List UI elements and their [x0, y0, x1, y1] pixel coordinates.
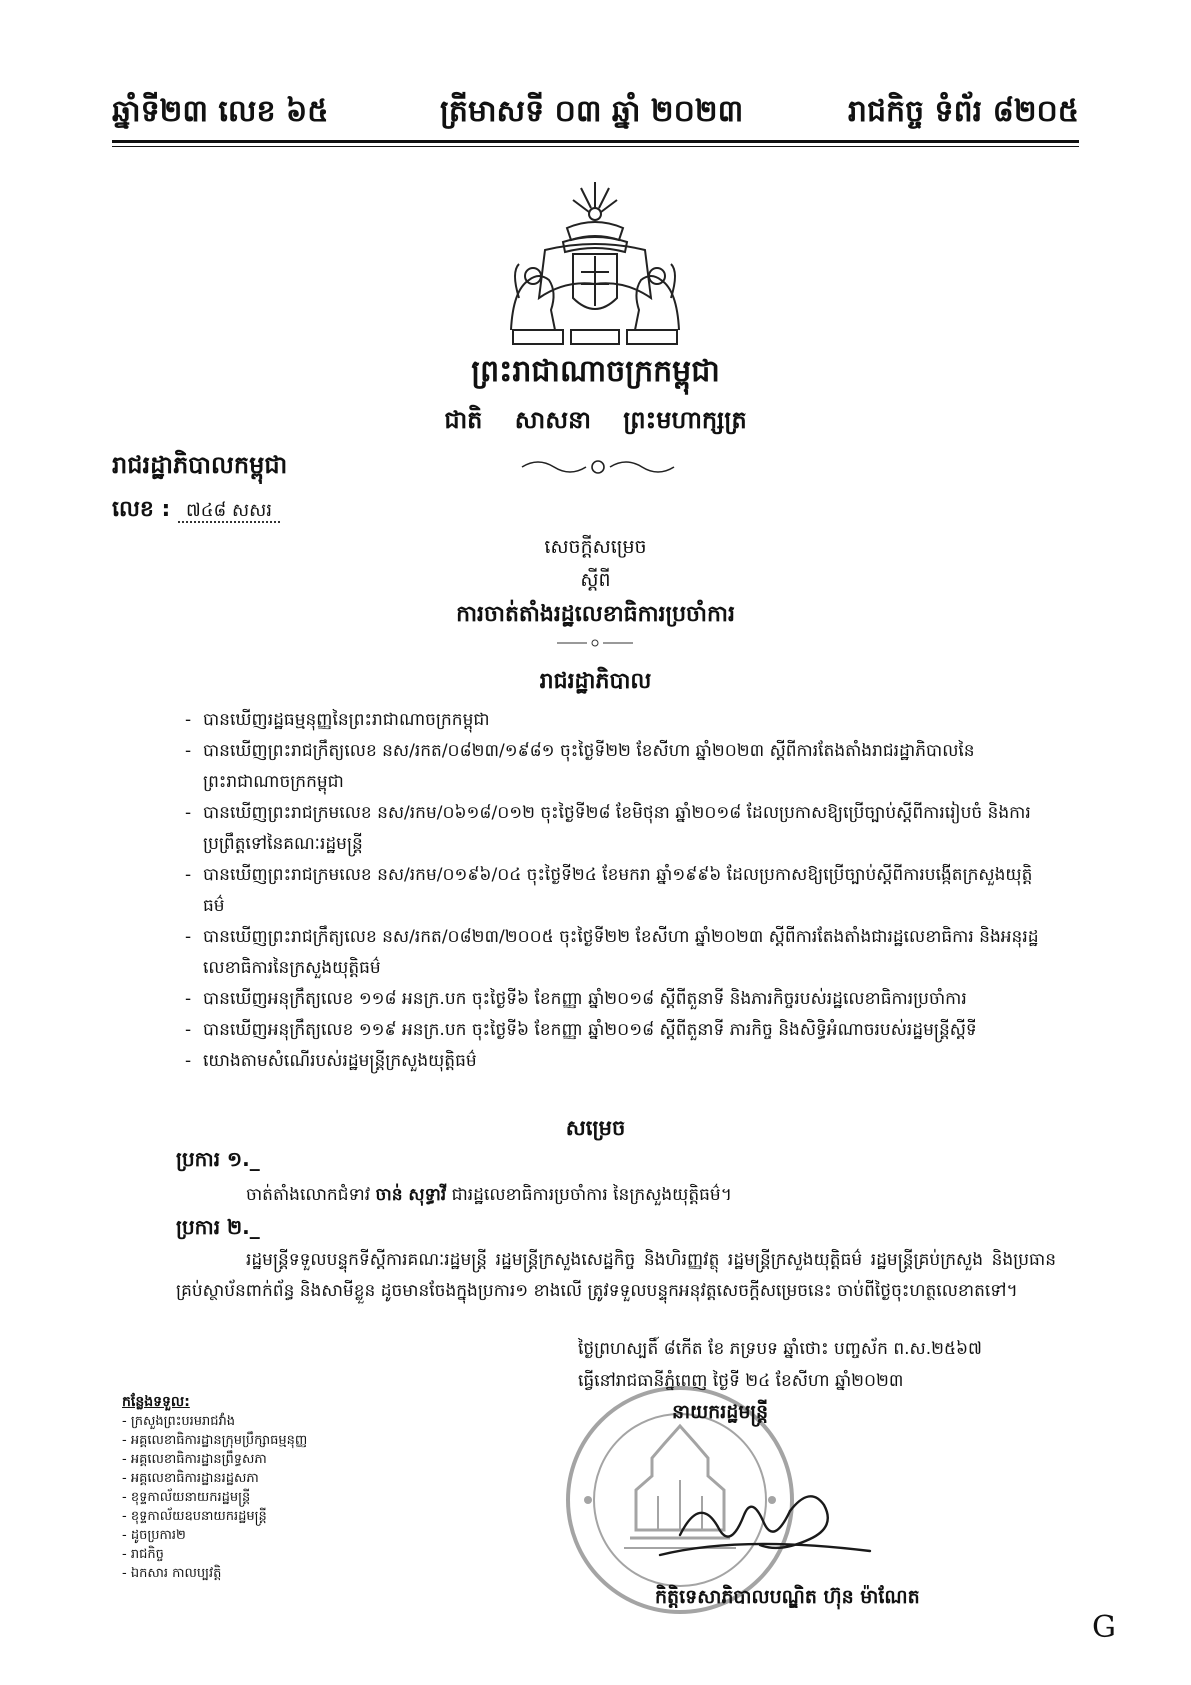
header-rule-thick — [112, 140, 1079, 143]
consideration-item: - បានឃើញព្រះរាជក្រមលេខ នស/រកម/០១៩៦/០៤ ចុះថ្ងៃទី២៤ ខែមករា ឆ្នាំ១៩៩៦ ដែលប្រកាសឱ្យប្រើច្បាប់ស្ដីពីការបង្កើតក្រសួងយុត្តិធម៌ — [185, 860, 1045, 922]
government-heading: រាជរដ្ឋាភិបាល — [539, 669, 652, 694]
recipients-list — [122, 1412, 307, 1583]
recipients-title: កន្លែងទទួល: — [122, 1394, 190, 1410]
recipient-item: - ខុទ្ទកាល័យនាយករដ្ឋមន្ត្រី — [122, 1488, 307, 1507]
article-1-text-before: ចាត់តាំងលោកជំទាវ — [246, 1185, 376, 1205]
small-divider-icon — [555, 638, 635, 648]
document-number-row — [112, 495, 280, 527]
consideration-item: - យោងតាមសំណើរបស់រដ្ឋមន្ត្រីក្រសួងយុត្តិធម៌ — [185, 1046, 1045, 1077]
national-motto: ជាតិ សាសនា ព្រះមហាក្សត្រ — [444, 406, 747, 434]
recipient-item: - ដូចប្រការ២ — [122, 1526, 307, 1545]
article-1-text — [176, 1180, 1056, 1211]
article-2-text: រដ្ឋមន្ត្រីទទួលបន្ទុកទីស្ដីការគណៈរដ្ឋមន្ត្រី រដ្ឋមន្ត្រីក្រសួងសេដ្ឋកិច្ច និងហិរញ្ញវត្ថុ រដ្ឋមន្ត្រីក្រសួងយុត្តិធម៌ រដ្ឋមន្ត្រីគ្រប់ក្រសួង និងប្រធានគ្រប់ស្ថាប័នពាក់ព័ន្ធ និងសាមីខ្លួន ដូចមានចែងក្នុងប្រការ១ ខាងលើ ត្រូវទទួលបន្ទុកអនុវត្តសេចក្ដីសម្រេចនេះ ចាប់ពីថ្ងៃចុះហត្ថលេខាតទៅ។ — [176, 1250, 1056, 1301]
consideration-item: - បានឃើញព្រះរាជក្រឹត្យលេខ នស/រកត/០៨២៣/២០០៥ ចុះថ្ងៃទី២២ ខែសីហា ឆ្នាំ២០២៣ ស្ដីពីការតែងតាំងជារដ្ឋលេខាធិការ និងអនុរដ្ឋលេខាធិការនៃក្រសួងយុត្តិធម៌ — [185, 922, 1045, 984]
document-number-label: លេខ : — [112, 497, 171, 522]
prime-minister-title: នាយករដ្ឋមន្ត្រី — [672, 1401, 769, 1423]
gazette-quarter: ត្រីមាសទី ០៣ ឆ្នាំ ២០២៣ — [440, 94, 744, 129]
document-type: សេចក្ដីសម្រេច — [544, 536, 647, 558]
recipient-item: - ឯកសារ កាលប្បវត្តិ — [122, 1564, 307, 1583]
article-1-heading: ប្រការ ១._ — [176, 1147, 260, 1171]
recipients-block — [122, 1393, 307, 1583]
gazette-page: រាជកិច្ច ទំព័រ ៨២០៥ — [847, 94, 1079, 129]
issuing-authority: រាជរដ្ឋាភិបាលកម្ពុជា — [112, 451, 288, 479]
consideration-item: - បានឃើញព្រះរាជក្រឹត្យលេខ នស/រកត/០៨២៣/១៩៨១ ចុះថ្ងៃទី២២ ខែសីហា ឆ្នាំ២០២៣ ស្ដីពីការតែងតាំងរាជរដ្ឋាភិបាលនៃព្រះរាជាណាចក្រកម្ពុជា — [185, 736, 1045, 798]
header-rule-thin — [112, 146, 1079, 147]
consideration-item: - បានឃើញអនុក្រឹត្យលេខ ១១៩ អនក្រ.បក ចុះថ្ងៃទី៦ ខែកញ្ញា ឆ្នាំ២០១៨ ស្ដីពីតួនាទី ភារកិច្ច និងសិទ្ធិអំណាចរបស់រដ្ឋមន្ត្រីស្ដីទី — [185, 1015, 1045, 1046]
recipient-item: - ខុទ្ទកាល័យឧបនាយករដ្ឋមន្ត្រី — [122, 1507, 307, 1526]
decision-heading: សម្រេច — [565, 1116, 626, 1140]
recipient-item: - អគ្គលេខាធិការដ្ឋានព្រឹទ្ធសភា — [122, 1450, 307, 1469]
signer-name: កិត្តិទេសាភិបាលបណ្ឌិត ហ៊ុន ម៉ាណែត — [655, 1586, 920, 1608]
kingdom-title: ព្រះរាជាណាចក្រកម្ពុជា — [471, 354, 720, 389]
article-2-heading: ប្រការ ២._ — [176, 1215, 260, 1239]
article-1-text-after: ជារដ្ឋលេខាធិការប្រចាំការ នៃក្រសួងយុត្តិធម៌។ — [446, 1185, 732, 1205]
recipient-item: - អគ្គលេខាធិការដ្ឋានក្រុមប្រឹក្សាធម្មនុញ្ញ — [122, 1431, 307, 1450]
recipient-item: - អគ្គលេខាធិការដ្ឋានរដ្ឋសភា — [122, 1469, 307, 1488]
handwritten-signature-icon — [640, 1465, 880, 1575]
royal-arms-of-cambodia-icon — [505, 180, 685, 350]
recipient-item: - ក្រសួងព្រះបរមរាជវាំង — [122, 1412, 307, 1431]
consideration-item: - បានឃើញអនុក្រឹត្យលេខ ១១៨ អនក្រ.បក ចុះថ្ងៃទី៦ ខែកញ្ញា ឆ្នាំ២០១៨ ស្ដីពីតួនាទី និងភារកិច្ចរបស់រដ្ឋលេខាធិការប្រចាំការ — [185, 984, 1045, 1015]
document-number-value: ៧៤៨ សសរ — [178, 500, 280, 523]
ornament-divider-icon — [518, 455, 678, 479]
document-subject: ការចាត់តាំងរដ្ឋលេខាធិការប្រចាំការ — [456, 602, 735, 627]
recipient-item: - រាជកិច្ច — [122, 1545, 307, 1564]
appointee-name: ចាន់ សុទ្ធាវី — [375, 1185, 447, 1205]
consideration-item: - បានឃើញព្រះរាជក្រមលេខ នស/រកម/០៦១៨/០១២ ចុះថ្ងៃទី២៨ ខែមិថុនា ឆ្នាំ២០១៨ ដែលប្រកាសឱ្យប្រើច្បាប់ស្ដីពីការរៀបចំ និងការប្រព្រឹត្តទៅនៃគណៈរដ្ឋមន្ត្រី — [185, 798, 1045, 860]
gazette-issue: ឆ្នាំទី២៣ លេខ ៦៥ — [112, 94, 329, 129]
document-about: ស្ដីពី — [580, 569, 611, 591]
lunar-date: ថ្ងៃព្រហស្បតិ៍ ៨កើត ខែ ភទ្របទ ឆ្នាំថោះ បញ្ចស័ក ព.ស.២៥៦៧ — [578, 1339, 982, 1359]
consideration-item: - បានឃើញរដ្ឋធម្មនុញ្ញនៃព្រះរាជាណាចក្រកម្ពុជា — [185, 705, 1045, 736]
considerations-list — [185, 705, 1045, 1077]
solar-date: ធ្វើនៅរាជធានីភ្នំពេញ ថ្ងៃទី ២៤ ខែសីហា ឆ្នាំ២០២៣ — [578, 1371, 904, 1391]
page-mark: G — [1092, 1610, 1116, 1645]
